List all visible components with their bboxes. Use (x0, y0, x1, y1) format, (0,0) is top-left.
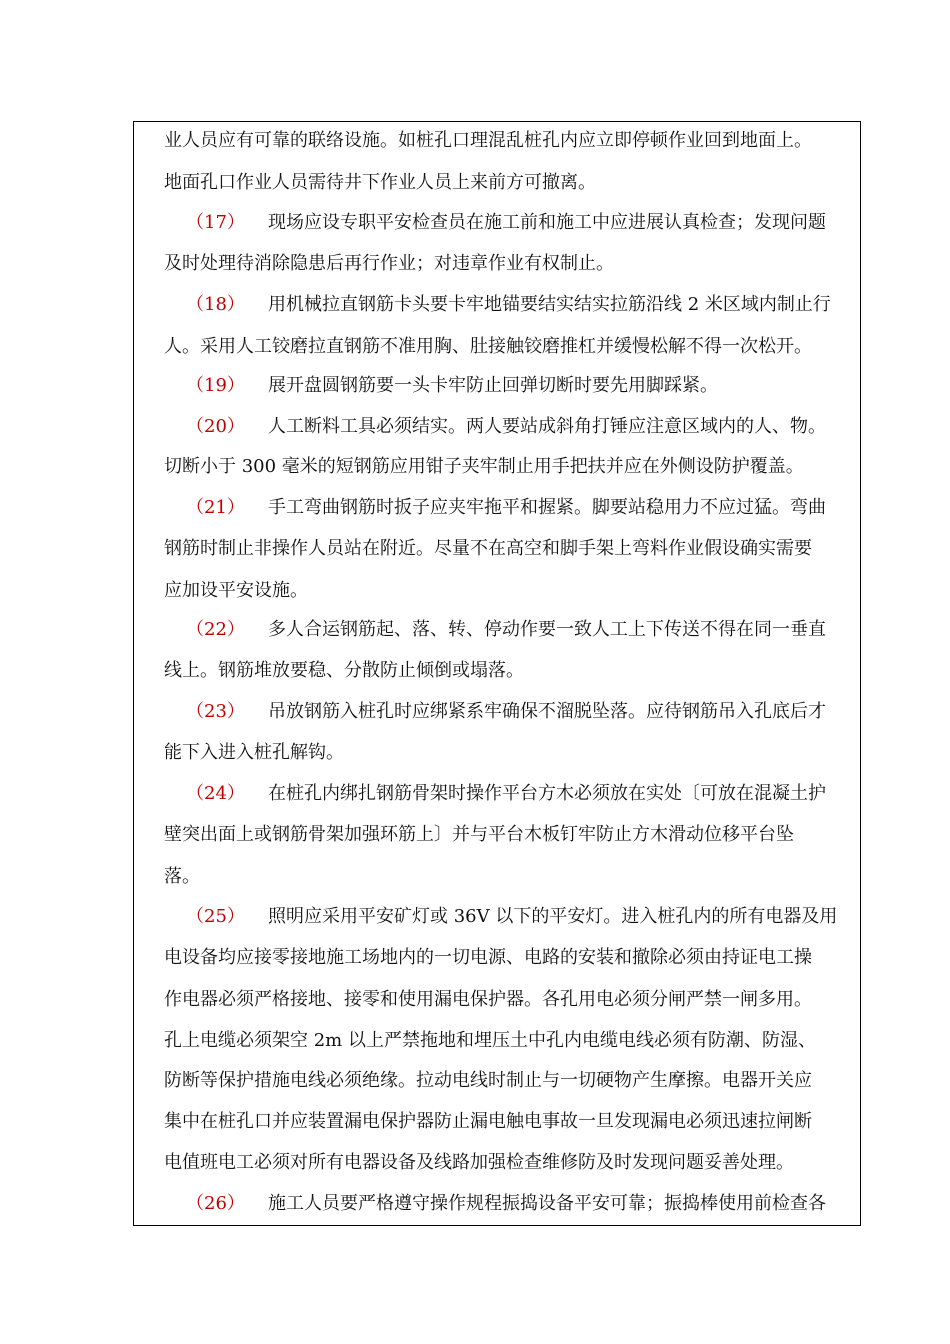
line-text: 切断小于 300 毫米的短钢筋应用钳子夹牢制止用手把扶并应在外侧设防护覆盖。 (164, 456, 804, 477)
item-number: （21） (186, 497, 245, 518)
line-text: 防断等保护措施电线必须绝缘。拉动电线时制止与一切硬物产生摩擦。电器开关应 (164, 1070, 812, 1091)
text-line (164, 986, 812, 1014)
line-text: 钢筋时制止非操作人员站在附近。尽量不在高空和脚手架上弯料作业假设确实需要 (164, 538, 812, 559)
text-line (164, 250, 614, 278)
text-line (186, 616, 826, 644)
line-text: 线上。钢筋堆放要稳、分散防止倾倒或塌落。 (164, 660, 524, 681)
item-number: （22） (186, 619, 245, 640)
text-line (186, 209, 826, 237)
line-text: 孔上电缆必须架空 2m 以上严禁拖地和埋压土中孔内电缆电线必须有防潮、防湿、 (164, 1030, 816, 1051)
item-number: （24） (186, 783, 245, 804)
text-line (186, 372, 718, 400)
text-line (186, 780, 826, 808)
item-number: （17） (186, 212, 245, 233)
text-line (186, 494, 826, 522)
text-line (164, 863, 200, 891)
text-line (164, 1027, 816, 1055)
text-line (186, 413, 826, 441)
line-text: 手工弯曲钢筋时扳子应夹牢拖平和握紧。脚要站稳用力不应过猛。弯曲 (268, 497, 826, 518)
text-line (186, 698, 826, 726)
line-text: 能下入进入桩孔解钩。 (164, 742, 344, 763)
line-text: 壁突出面上或钢筋骨架加强环筋上〕并与平台木板钉牢防止方木滑动位移平台坠 (164, 824, 794, 845)
line-text: 用机械拉直钢筋卡头要卡牢地锚要结实结实拉筋沿线 2 米区域内制止行 (268, 294, 831, 315)
text-line (164, 657, 524, 685)
item-number: （26） (186, 1193, 245, 1214)
line-text: 人。采用人工铰磨拉直钢筋不准用胸、肚接触铰磨推杠并缓慢松解不得一次松开。 (164, 336, 812, 357)
text-line (164, 1149, 794, 1177)
document-frame (133, 121, 861, 1226)
text-line (186, 1190, 826, 1218)
item-number: （19） (186, 375, 245, 396)
text-line (186, 291, 831, 319)
text-line (164, 535, 812, 563)
item-number: （25） (186, 906, 245, 927)
text-line (164, 1108, 812, 1136)
text-line (164, 821, 794, 849)
line-text: 展开盘圆钢筋要一头卡牢防止回弹切断时要先用脚踩紧。 (268, 375, 718, 396)
text-line (164, 739, 344, 767)
item-number: （23） (186, 701, 245, 722)
text-line (164, 1067, 812, 1095)
line-text: 吊放钢筋入桩孔时应绑紧系牢确保不溜脱坠落。应待钢筋吊入孔底后才 (268, 701, 826, 722)
line-text: 电设备均应接零接地施工场地内的一切电源、电路的安装和撤除必须由持证电工操 (164, 947, 812, 968)
item-number: （18） (186, 294, 245, 315)
text-line (164, 453, 804, 481)
line-text: 集中在桩孔口并应装置漏电保护器防止漏电触电事故一旦发现漏电必须迅速拉闸断 (164, 1111, 812, 1132)
line-text: 多人合运钢筋起、落、转、停动作要一致人工上下传送不得在同一垂直 (268, 619, 826, 640)
line-text: 人工断料工具必须结实。两人要站成斜角打锤应注意区域内的人、物。 (268, 416, 826, 437)
text-line (164, 169, 596, 197)
text-line (186, 903, 837, 931)
line-text: 落。 (164, 866, 200, 887)
line-text: 作电器必须严格接地、接零和使用漏电保护器。各孔用电必须分闸严禁一闸多用。 (164, 989, 812, 1010)
line-text: 地面孔口作业人员需待井下作业人员上来前方可撤离。 (164, 172, 596, 193)
line-text: 照明应采用平安矿灯或 36V 以下的平安灯。进入桩孔内的所有电器及用 (268, 906, 838, 927)
line-text: 应加设平安设施。 (164, 580, 308, 601)
line-text: 业人员应有可靠的联络设施。如桩孔口理混乱桩孔内应立即停顿作业回到地面上。 (164, 130, 812, 151)
text-line (164, 944, 812, 972)
line-text: 施工人员要严格遵守操作规程振捣设备平安可靠；振捣棒使用前检查各 (268, 1193, 826, 1214)
line-text: 现场应设专职平安检查员在施工前和施工中应进展认真检查；发现问题 (268, 212, 826, 233)
text-line (164, 577, 308, 605)
text-line (164, 127, 812, 155)
line-text: 电值班电工必须对所有电器设备及线路加强检查维修防及时发现问题妥善处理。 (164, 1152, 794, 1173)
item-number: （20） (186, 416, 245, 437)
line-text: 及时处理待消除隐患后再行作业；对违章作业有权制止。 (164, 253, 614, 274)
text-line (164, 333, 812, 361)
line-text: 在桩孔内绑扎钢筋骨架时操作平台方木必须放在实处〔可放在混凝土护 (268, 783, 826, 804)
